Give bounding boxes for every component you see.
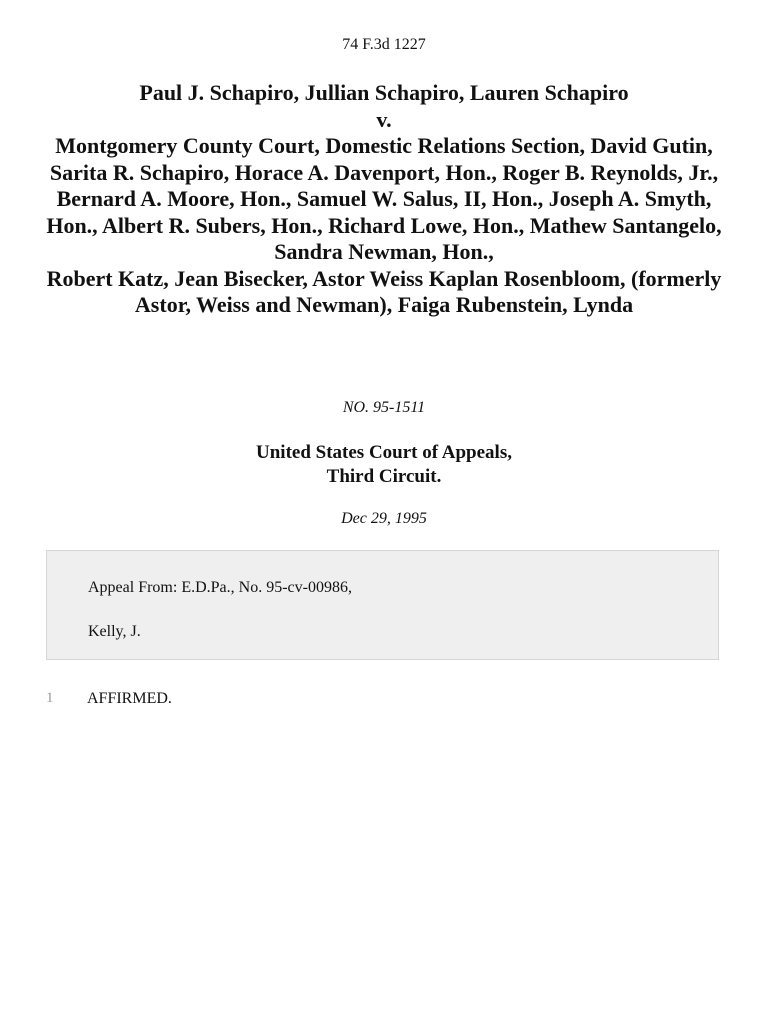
caption-plaintiffs: Paul J. Schapiro, Jullian Schapiro, Lauren Schapiro <box>139 80 629 105</box>
appeal-judge: Kelly, J. <box>88 623 141 640</box>
docket-number: NO. 95-1511 <box>342 399 426 416</box>
paragraph-text: AFFIRMED. <box>87 690 172 707</box>
caption-defendants: Montgomery County Court, Domestic Relations Section, David Gutin, Sarita R. Schapiro, Horace A. Davenport, Hon., Roger B. Reynolds, Jr., Bernard A. Moore, Hon., Samuel W. Salus, II, Hon., Joseph A. Smyth, Hon., Albert R. Subers, Hon., Richard Lowe, Hon., Mathew Santangelo, Sandra Newman, Hon., <box>46 133 722 264</box>
caption-defendants-continued: Robert Katz, Jean Bisecker, Astor Weiss Kaplan Rosenbloom, (formerly Astor, Weiss and Newman), Faiga Rubenstein, Lynda <box>46 265 722 317</box>
caption-versus: v. <box>376 106 392 132</box>
case-caption <box>40 80 728 319</box>
court-name-line-1: United States Court of Appeals, <box>256 442 512 463</box>
appeal-info-box <box>46 550 719 660</box>
court-name <box>0 441 768 489</box>
paragraph-number: 1 <box>46 690 54 706</box>
appeal-from: Appeal From: E.D.Pa., No. 95-cv-00986, <box>88 579 352 596</box>
court-name-line-2: Third Circuit. <box>326 466 442 487</box>
decision-date: Dec 29, 1995 <box>341 510 427 527</box>
citation: 74 F.3d 1227 <box>342 36 426 53</box>
